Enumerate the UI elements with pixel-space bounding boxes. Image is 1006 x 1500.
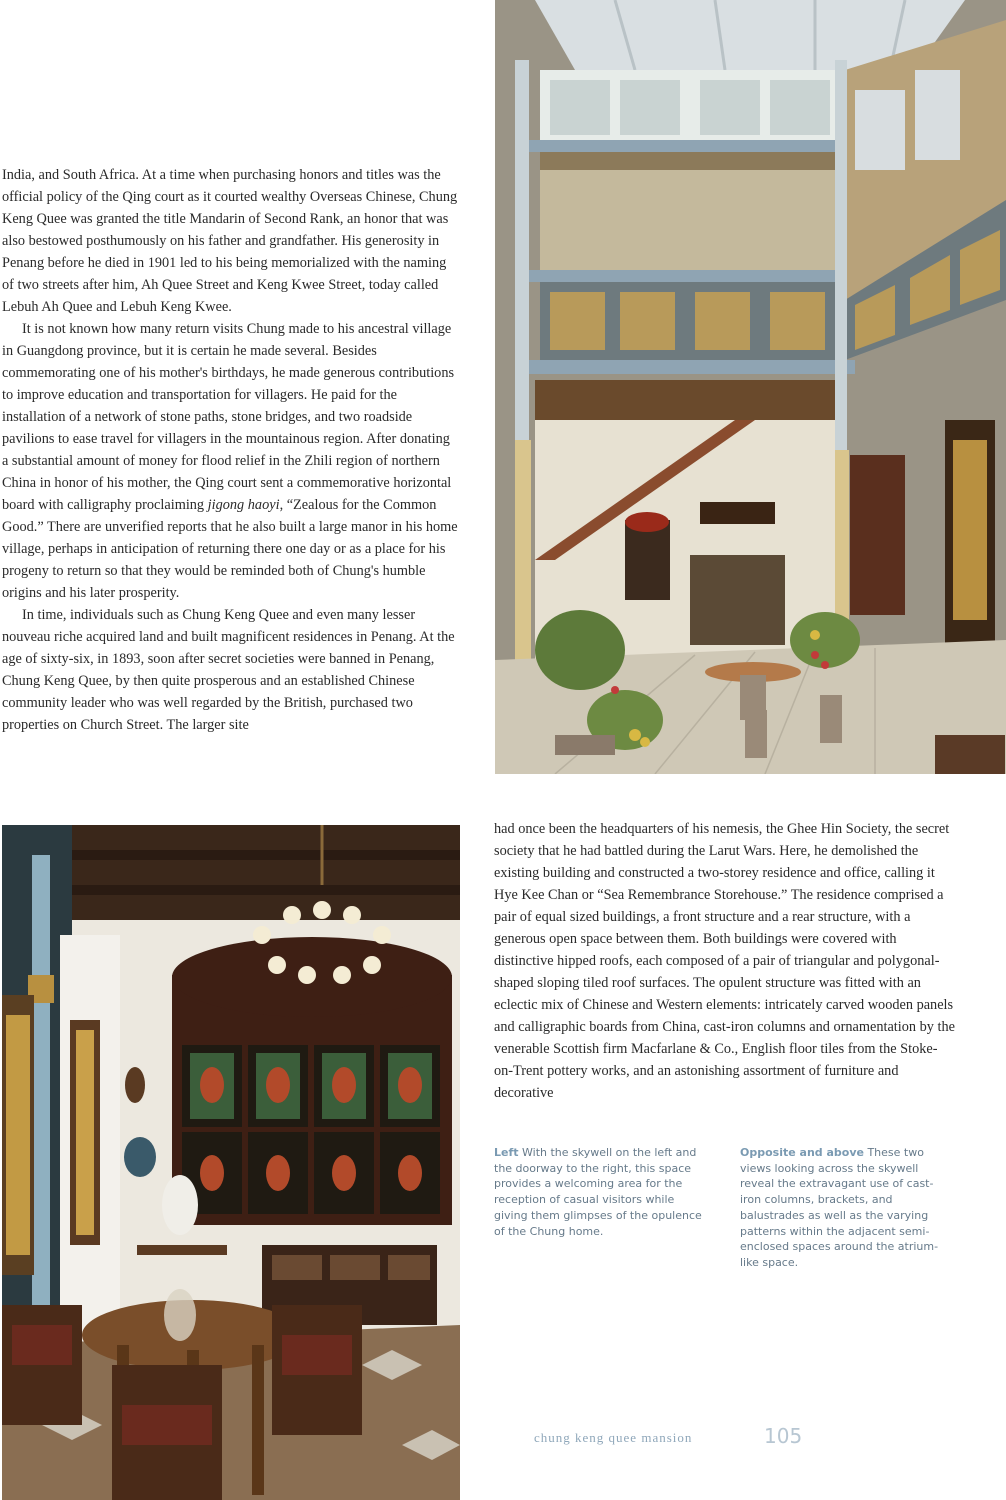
paragraph-3: In time, individuals such as Chung Keng Quee and even many lesser nouveau riche acquired land and built magnificent residences in Penang. At the age of sixty-six, in 1893, soon after secret societies were banned in Penang, Chung Keng Quee, by then quite prosperous and an established Chinese community leader who was well regarded by the British, purchased two properties on Church Street. The larger site [2,607,455,733]
caption-left-lead: Left [494,1146,519,1159]
running-footer-title: chung keng quee mansion [534,1430,693,1445]
paragraph-2: It is not known how many return visits Chung made to his ancestral village in Guangdong province, but it is certain he made several. Besides commemorating one of his mother's birthdays, he made generous contributions to improve education and transportation for villagers. He paid for the installation of a network of stone paths, stone bridges, and two roadside pavilions to ease travel for villagers in the mountainous region. After donating a substantial amount of money for flood relief in the Zhili region of northern China in honor of his mother, the Qing court sent a commemorative horizontal board with calligraphy proclaiming jigong haoyi, “Zealous for the Common Good.” There are unverified reports that he also built a large manor in his home village, perhaps in anticipation of returning there one day or as a place for his progeny to return so that they would be reminded both of Chung's humble origins and his later prosperity. [2,321,458,601]
caption-right-text: These two views looking across the skywell reveal the extravagant use of cast-iron columns, brackets, and balustrades as well as the varying patterns within the adjacent semi-enclosed spaces around the atrium-like space. [740,1146,939,1269]
caption-right-lead: Opposite and above [740,1146,864,1159]
body-text-column-left [2,164,458,736]
caption-left [494,1145,708,1239]
paragraph-1: India, and South Africa. At a time when purchasing honors and titles was the official policy of the Qing court as it courted wealthy Overseas Chinese, Chung Keng Quee was granted the title Mandarin of Second Rank, an honor that was also bestowed posthumously on his father and grandfather. His generosity in Penang before he died in 1901 led to his being memorialized with the naming of two streets after him, Ah Quee Street and Keng Kwee Street, today called Lebuh Ah Quee and Lebuh Keng Kwee. [2,167,458,315]
atrium-skywell-photo [495,0,1006,774]
reception-room-photo [2,825,460,1500]
caption-right [740,1145,954,1271]
body-text-column-right [494,818,956,1104]
caption-left-text: With the skywell on the left and the doorway to the right, this space provides a welcoming area for the reception of casual visitors while giving them glimpses of the opulence of the Chung home. [494,1146,702,1238]
italic-term: jigong haoyi [207,497,280,513]
paragraph-4: had once been the headquarters of his nemesis, the Ghee Hin Society, the secret society that he had battled during the Larut Wars. Here, he demolished the existing building and constructed a two-storey residence and office, calling it Hye Kee Chan or “Sea Remembrance Storehouse.” The residence comprised a pair of equal sized buildings, a front structure and a rear structure, with a generous open space between them. Both buildings were covered with distinctive hipped roofs, each composed of a pair of triangular and polygonal-shaped sloping tiled roof surfaces. The opulent structure was fitted with an eclectic mix of Chinese and Western elements: intricately carved wooden panels and calligraphic boards from China, cast-iron columns and ornamentation by the venerable Scottish firm Macfarlane & Co., English floor tiles from the Stoke-on-Trent pottery works, and an astonishing assortment of furniture and decorative [494,821,955,1101]
page-number: 105 [764,1424,803,1448]
